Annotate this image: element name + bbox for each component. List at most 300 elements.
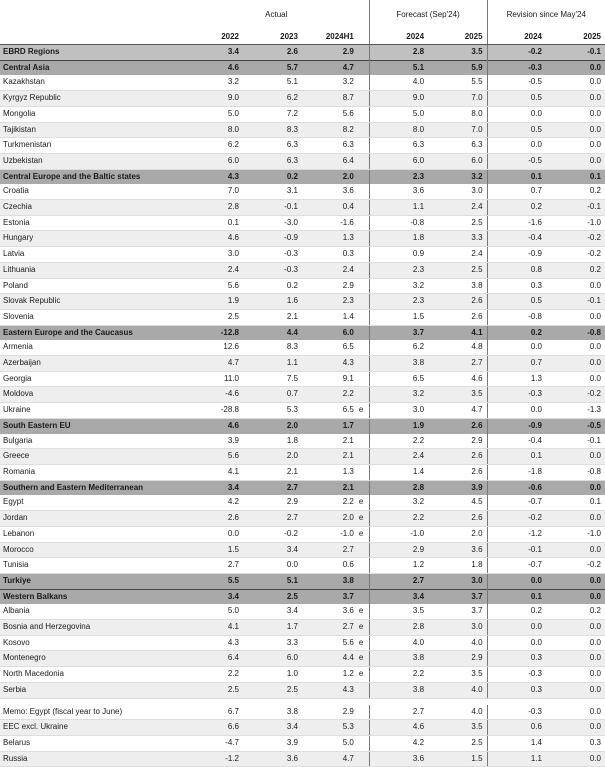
- cell-revision-2025: -0.1: [546, 45, 605, 61]
- cell-2022: 3.4: [184, 480, 243, 495]
- cell-2023: 4.4: [243, 325, 302, 340]
- cell-flag: e: [358, 635, 369, 651]
- region-row: [0, 169, 605, 184]
- aggregate-row: [0, 45, 605, 61]
- cell-revision-2025: 0.0: [546, 449, 605, 465]
- cell-2024h1: 6.0: [302, 325, 358, 340]
- cell-revision-2024: 0.0: [487, 340, 546, 355]
- cell-forecast-2025: 4.1: [428, 325, 487, 340]
- cell-flag: [358, 184, 369, 199]
- cell-forecast-2024: 2.7: [369, 573, 428, 589]
- cell-revision-2025: 0.0: [546, 720, 605, 736]
- table-row: [0, 231, 605, 247]
- region-row: [0, 480, 605, 495]
- cell-revision-2025: -0.1: [546, 294, 605, 310]
- cell-forecast-2025: 4.0: [428, 635, 487, 651]
- cell-forecast-2024: 3.5: [369, 604, 428, 619]
- cell-revision-2024: 1.3: [487, 371, 546, 387]
- cell-revision-2025: -0.2: [546, 247, 605, 263]
- cell-forecast-2024: 1.5: [369, 309, 428, 325]
- cell-2024h1: 4.4: [302, 651, 358, 667]
- cell-revision-2025: 0.0: [546, 340, 605, 355]
- cell-forecast-2025: 2.5: [428, 262, 487, 278]
- row-label: Ukraine: [0, 403, 184, 419]
- cell-revision-2025: 0.0: [546, 480, 605, 495]
- header-forecast-2024: 2024: [369, 30, 428, 45]
- cell-2024h1: 3.7: [302, 589, 358, 604]
- region-row: [0, 573, 605, 589]
- table-row: [0, 340, 605, 355]
- cell-revision-2024: 0.0: [487, 573, 546, 589]
- row-label: Mongolia: [0, 106, 184, 122]
- cell-flag: [358, 464, 369, 480]
- cell-revision-2024: -0.5: [487, 75, 546, 90]
- cell-forecast-2024: 1.8: [369, 231, 428, 247]
- cell-flag: [358, 122, 369, 138]
- cell-revision-2025: 0.2: [546, 604, 605, 619]
- header-2023: 2023: [243, 30, 302, 45]
- cell-2023: 3.8: [243, 705, 302, 720]
- cell-forecast-2024: 3.0: [369, 403, 428, 419]
- row-label: Turkiye: [0, 573, 184, 589]
- cell-flag: e: [358, 526, 369, 542]
- cell-2024h1: 5.6: [302, 106, 358, 122]
- cell-2023: 3.4: [243, 542, 302, 558]
- cell-forecast-2025: 3.5: [428, 387, 487, 403]
- cell-flag: [358, 682, 369, 698]
- header-revision: Revision since May'24: [487, 0, 605, 30]
- cell-2023: 2.6: [243, 45, 302, 61]
- cell-forecast-2024: 1.1: [369, 200, 428, 216]
- cell-2023: 2.5: [243, 682, 302, 698]
- cell-revision-2024: -0.3: [487, 667, 546, 683]
- cell-forecast-2025: 3.5: [428, 45, 487, 61]
- cell-2024h1: 2.9: [302, 705, 358, 720]
- row-label: Armenia: [0, 340, 184, 355]
- table-row: [0, 371, 605, 387]
- cell-forecast-2025: 3.3: [428, 231, 487, 247]
- cell-flag: e: [358, 511, 369, 527]
- cell-2024h1: 6.5: [302, 340, 358, 355]
- cell-forecast-2025: 4.7: [428, 403, 487, 419]
- cell-forecast-2024: 2.2: [369, 434, 428, 449]
- cell-flag: [358, 138, 369, 154]
- cell-2024h1: 1.7: [302, 418, 358, 433]
- cell-2024h1: 2.7: [302, 542, 358, 558]
- cell-2023: 3.3: [243, 635, 302, 651]
- cell-revision-2025: 0.0: [546, 682, 605, 698]
- cell-2022: 9.0: [184, 91, 243, 107]
- cell-revision-2025: -0.2: [546, 231, 605, 247]
- cell-2023: 5.3: [243, 403, 302, 419]
- cell-forecast-2024: 2.9: [369, 542, 428, 558]
- region-row: [0, 325, 605, 340]
- cell-2024h1: 2.3: [302, 294, 358, 310]
- cell-forecast-2024: 9.0: [369, 91, 428, 107]
- cell-2023: 8.3: [243, 122, 302, 138]
- cell-2023: 2.5: [243, 589, 302, 604]
- cell-forecast-2025: 2.4: [428, 200, 487, 216]
- cell-2023: 2.7: [243, 511, 302, 527]
- cell-2023: 7.5: [243, 371, 302, 387]
- cell-2022: 5.5: [184, 573, 243, 589]
- cell-revision-2025: -1.0: [546, 215, 605, 231]
- header-revision-2025: 2025: [546, 30, 605, 45]
- cell-revision-2024: -0.9: [487, 418, 546, 433]
- cell-revision-2025: 0.0: [546, 153, 605, 169]
- cell-2023: 2.7: [243, 480, 302, 495]
- cell-forecast-2024: 3.8: [369, 682, 428, 698]
- table-row: [0, 667, 605, 683]
- row-label: North Macedonia: [0, 667, 184, 683]
- row-label: Bosnia and Herzegovina: [0, 620, 184, 636]
- table-row: [0, 464, 605, 480]
- table-row: [0, 526, 605, 542]
- cell-2024h1: 1.3: [302, 231, 358, 247]
- cell-2022: 12.6: [184, 340, 243, 355]
- cell-2024h1: 1.2: [302, 667, 358, 683]
- cell-flag: [358, 247, 369, 263]
- cell-revision-2024: 0.2: [487, 325, 546, 340]
- cell-2023: 3.6: [243, 751, 302, 767]
- cell-revision-2024: 0.5: [487, 294, 546, 310]
- cell-flag: [358, 434, 369, 449]
- table-row: [0, 434, 605, 449]
- cell-2024h1: 8.2: [302, 122, 358, 138]
- cell-2024h1: 3.6: [302, 184, 358, 199]
- table-row: [0, 387, 605, 403]
- row-label: Estonia: [0, 215, 184, 231]
- cell-revision-2025: -1.0: [546, 526, 605, 542]
- table-row: [0, 682, 605, 698]
- table-row: [0, 138, 605, 154]
- cell-2023: 2.9: [243, 495, 302, 510]
- cell-flag: [358, 356, 369, 372]
- cell-forecast-2025: 2.5: [428, 735, 487, 751]
- cell-2024h1: 4.3: [302, 356, 358, 372]
- table-body: [0, 45, 605, 767]
- row-label: Kyrgyz Republic: [0, 91, 184, 107]
- cell-2023: 1.0: [243, 667, 302, 683]
- cell-forecast-2024: 5.0: [369, 106, 428, 122]
- cell-flag: [358, 735, 369, 751]
- table-row: [0, 262, 605, 278]
- cell-forecast-2024: 2.8: [369, 45, 428, 61]
- cell-forecast-2025: 3.5: [428, 667, 487, 683]
- row-label: Greece: [0, 449, 184, 465]
- cell-flag: [358, 294, 369, 310]
- cell-revision-2024: 1.4: [487, 735, 546, 751]
- table-row: [0, 604, 605, 619]
- cell-flag: e: [358, 620, 369, 636]
- cell-forecast-2025: 4.8: [428, 340, 487, 355]
- cell-flag: [358, 589, 369, 604]
- cell-revision-2025: 0.0: [546, 620, 605, 636]
- cell-2022: 6.0: [184, 153, 243, 169]
- cell-revision-2025: 0.0: [546, 356, 605, 372]
- region-row: [0, 418, 605, 433]
- cell-2022: -12.8: [184, 325, 243, 340]
- cell-2022: 6.6: [184, 720, 243, 736]
- cell-revision-2025: 0.0: [546, 138, 605, 154]
- cell-revision-2025: 0.0: [546, 75, 605, 90]
- cell-2024h1: 4.3: [302, 682, 358, 698]
- cell-forecast-2024: 2.7: [369, 705, 428, 720]
- cell-2024h1: 2.0: [302, 169, 358, 184]
- cell-forecast-2024: -0.8: [369, 215, 428, 231]
- cell-revision-2024: -0.4: [487, 434, 546, 449]
- cell-2022: -4.6: [184, 387, 243, 403]
- cell-2023: 8.3: [243, 340, 302, 355]
- cell-2022: 2.4: [184, 262, 243, 278]
- cell-2024h1: 5.6: [302, 635, 358, 651]
- row-label: Belarus: [0, 735, 184, 751]
- cell-revision-2025: 0.0: [546, 60, 605, 75]
- cell-flag: [358, 371, 369, 387]
- cell-forecast-2024: 4.6: [369, 720, 428, 736]
- cell-forecast-2025: 5.9: [428, 60, 487, 75]
- cell-forecast-2025: 2.6: [428, 464, 487, 480]
- cell-revision-2025: 0.0: [546, 751, 605, 767]
- cell-forecast-2024: 2.2: [369, 511, 428, 527]
- cell-revision-2024: 0.2: [487, 200, 546, 216]
- cell-2022: 7.0: [184, 184, 243, 199]
- cell-2022: 3.9: [184, 434, 243, 449]
- row-label: Central Europe and the Baltic states: [0, 169, 184, 184]
- cell-flag: e: [358, 403, 369, 419]
- cell-2024h1: 9.1: [302, 371, 358, 387]
- cell-revision-2024: 0.1: [487, 449, 546, 465]
- cell-2022: 4.6: [184, 231, 243, 247]
- cell-flag: [358, 449, 369, 465]
- cell-2022: 2.5: [184, 682, 243, 698]
- cell-revision-2025: 0.0: [546, 542, 605, 558]
- cell-2023: -0.1: [243, 200, 302, 216]
- row-label: EBRD Regions: [0, 45, 184, 61]
- cell-forecast-2024: 3.2: [369, 495, 428, 510]
- cell-flag: [358, 169, 369, 184]
- cell-2024h1: 2.9: [302, 278, 358, 294]
- header-forecast-2025: 2025: [428, 30, 487, 45]
- cell-2023: 3.4: [243, 604, 302, 619]
- cell-2022: 6.7: [184, 705, 243, 720]
- cell-revision-2024: 0.2: [487, 604, 546, 619]
- cell-revision-2024: 1.1: [487, 751, 546, 767]
- row-label: Turkmenistan: [0, 138, 184, 154]
- table-row: [0, 651, 605, 667]
- cell-forecast-2025: 3.9: [428, 480, 487, 495]
- header-blank: [0, 0, 184, 30]
- cell-2024h1: 2.0: [302, 511, 358, 527]
- cell-2022: 4.1: [184, 620, 243, 636]
- cell-flag: [358, 200, 369, 216]
- table-row: [0, 751, 605, 767]
- cell-revision-2024: -0.9: [487, 247, 546, 263]
- table-row: [0, 75, 605, 90]
- cell-forecast-2025: 3.2: [428, 169, 487, 184]
- cell-forecast-2024: 6.2: [369, 340, 428, 355]
- row-label: Lithuania: [0, 262, 184, 278]
- header-forecast: Forecast (Sep'24): [369, 0, 487, 30]
- row-label: Slovenia: [0, 309, 184, 325]
- header-2024h1: 2024H1: [302, 30, 358, 45]
- cell-2022: -4.7: [184, 735, 243, 751]
- cell-2022: 6.2: [184, 138, 243, 154]
- cell-flag: e: [358, 604, 369, 619]
- row-label: Central Asia: [0, 60, 184, 75]
- cell-revision-2025: -1.3: [546, 403, 605, 419]
- cell-2023: 0.0: [243, 558, 302, 574]
- cell-revision-2024: 0.7: [487, 356, 546, 372]
- cell-revision-2025: 0.0: [546, 667, 605, 683]
- cell-2023: 5.1: [243, 573, 302, 589]
- cell-forecast-2025: 2.5: [428, 215, 487, 231]
- header-blank-2: [0, 30, 184, 45]
- cell-revision-2024: 0.1: [487, 589, 546, 604]
- cell-revision-2025: 0.0: [546, 635, 605, 651]
- row-label: Tunisia: [0, 558, 184, 574]
- cell-flag: [358, 106, 369, 122]
- cell-flag: [358, 231, 369, 247]
- cell-forecast-2025: 2.6: [428, 511, 487, 527]
- cell-forecast-2025: 2.6: [428, 294, 487, 310]
- cell-forecast-2024: 3.4: [369, 589, 428, 604]
- cell-forecast-2024: 6.5: [369, 371, 428, 387]
- row-label: Serbia: [0, 682, 184, 698]
- cell-2022: 3.4: [184, 45, 243, 61]
- cell-forecast-2024: 3.8: [369, 356, 428, 372]
- cell-revision-2024: 0.0: [487, 106, 546, 122]
- cell-flag: [358, 387, 369, 403]
- cell-flag: e: [358, 651, 369, 667]
- cell-2024h1: 2.9: [302, 45, 358, 61]
- cell-2022: 0.1: [184, 215, 243, 231]
- header-actual: Actual: [265, 10, 288, 19]
- cell-forecast-2024: 2.3: [369, 262, 428, 278]
- cell-2022: 0.0: [184, 526, 243, 542]
- table-row: [0, 184, 605, 199]
- cell-forecast-2024: 0.9: [369, 247, 428, 263]
- cell-2022: 2.8: [184, 200, 243, 216]
- row-label: South Eastern EU: [0, 418, 184, 433]
- cell-revision-2025: -0.1: [546, 434, 605, 449]
- cell-revision-2024: -0.3: [487, 705, 546, 720]
- cell-forecast-2024: 2.2: [369, 667, 428, 683]
- cell-2022: 4.3: [184, 635, 243, 651]
- cell-forecast-2024: 1.9: [369, 418, 428, 433]
- cell-2022: 4.6: [184, 60, 243, 75]
- cell-forecast-2024: 6.0: [369, 153, 428, 169]
- cell-forecast-2025: 3.0: [428, 573, 487, 589]
- row-label: Romania: [0, 464, 184, 480]
- cell-forecast-2025: 3.5: [428, 720, 487, 736]
- row-label: Eastern Europe and the Caucasus: [0, 325, 184, 340]
- row-label: Georgia: [0, 371, 184, 387]
- cell-2023: 2.1: [243, 309, 302, 325]
- cell-2024h1: 6.3: [302, 138, 358, 154]
- cell-2022: 6.4: [184, 651, 243, 667]
- cell-2024h1: 4.7: [302, 60, 358, 75]
- cell-forecast-2025: 4.0: [428, 705, 487, 720]
- cell-2024h1: 3.2: [302, 75, 358, 90]
- table-row: [0, 449, 605, 465]
- cell-revision-2024: -1.6: [487, 215, 546, 231]
- cell-flag: [358, 340, 369, 355]
- cell-2024h1: 4.7: [302, 751, 358, 767]
- cell-2022: 5.0: [184, 604, 243, 619]
- cell-revision-2024: -0.3: [487, 387, 546, 403]
- cell-revision-2025: -0.8: [546, 325, 605, 340]
- cell-2022: 1.5: [184, 542, 243, 558]
- cell-revision-2025: -0.2: [546, 558, 605, 574]
- cell-2022: 5.6: [184, 449, 243, 465]
- cell-revision-2025: 0.2: [546, 262, 605, 278]
- cell-2022: 2.5: [184, 309, 243, 325]
- cell-2023: 1.6: [243, 294, 302, 310]
- cell-forecast-2025: 7.0: [428, 91, 487, 107]
- cell-2023: 5.7: [243, 60, 302, 75]
- cell-2022: 4.2: [184, 495, 243, 510]
- row-label: Poland: [0, 278, 184, 294]
- cell-revision-2025: 0.0: [546, 91, 605, 107]
- table-row: [0, 200, 605, 216]
- cell-revision-2025: 0.0: [546, 651, 605, 667]
- cell-flag: [358, 309, 369, 325]
- cell-2024h1: 6.4: [302, 153, 358, 169]
- cell-2024h1: 8.7: [302, 91, 358, 107]
- cell-forecast-2024: 3.6: [369, 751, 428, 767]
- cell-2022: -28.8: [184, 403, 243, 419]
- cell-2024h1: 6.5: [302, 403, 358, 419]
- cell-revision-2024: 0.0: [487, 620, 546, 636]
- region-row: [0, 589, 605, 604]
- cell-2024h1: 3.8: [302, 573, 358, 589]
- row-label: Czechia: [0, 200, 184, 216]
- cell-flag: [358, 418, 369, 433]
- cell-revision-2024: 0.6: [487, 720, 546, 736]
- cell-forecast-2024: -1.0: [369, 526, 428, 542]
- cell-revision-2024: -0.2: [487, 511, 546, 527]
- cell-revision-2024: -0.1: [487, 542, 546, 558]
- cell-2022: 4.6: [184, 418, 243, 433]
- cell-forecast-2025: 2.6: [428, 449, 487, 465]
- cell-2022: 1.9: [184, 294, 243, 310]
- cell-2022: 2.6: [184, 511, 243, 527]
- cell-2023: 0.2: [243, 169, 302, 184]
- cell-2024h1: -1.0: [302, 526, 358, 542]
- cell-2022: 3.4: [184, 589, 243, 604]
- row-label: Lebanon: [0, 526, 184, 542]
- cell-forecast-2024: 2.3: [369, 169, 428, 184]
- cell-revision-2024: -0.7: [487, 558, 546, 574]
- cell-revision-2024: 0.0: [487, 138, 546, 154]
- cell-revision-2025: 0.0: [546, 278, 605, 294]
- cell-2024h1: 1.3: [302, 464, 358, 480]
- cell-2024h1: 0.3: [302, 247, 358, 263]
- cell-forecast-2024: 8.0: [369, 122, 428, 138]
- cell-2023: 3.9: [243, 735, 302, 751]
- row-label: Southern and Eastern Mediterranean: [0, 480, 184, 495]
- cell-forecast-2025: 5.5: [428, 75, 487, 90]
- cell-flag: [358, 262, 369, 278]
- cell-2022: 11.0: [184, 371, 243, 387]
- row-label: Latvia: [0, 247, 184, 263]
- cell-forecast-2025: 4.6: [428, 371, 487, 387]
- cell-forecast-2025: 1.5: [428, 751, 487, 767]
- row-label: Uzbekistan: [0, 153, 184, 169]
- cell-flag: [358, 60, 369, 75]
- cell-flag: [358, 45, 369, 61]
